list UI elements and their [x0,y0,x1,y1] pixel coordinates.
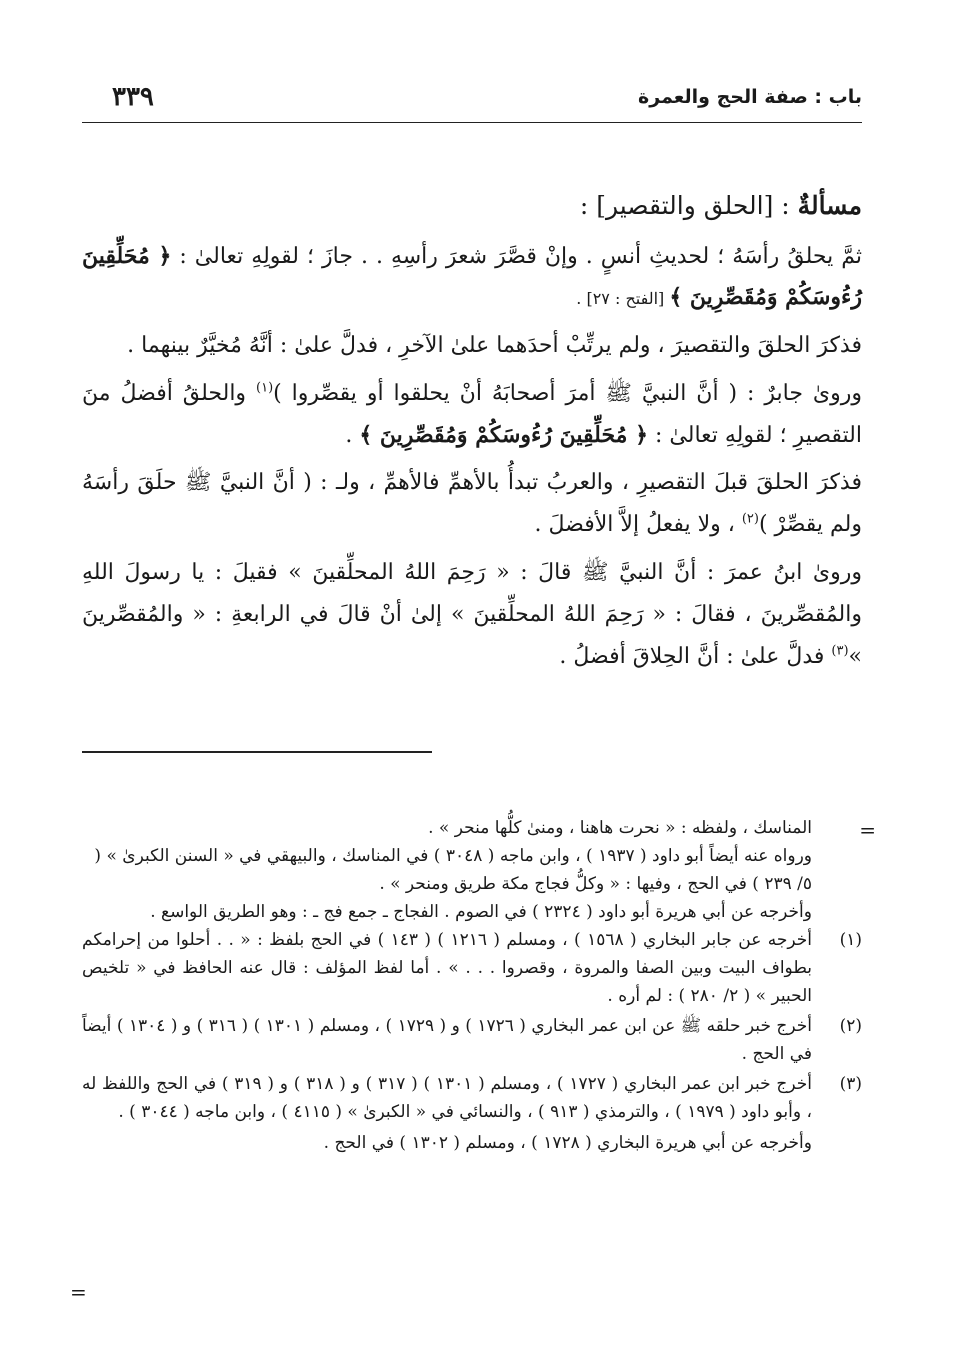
quran-verse: ﴿ مُحَلِّقِينَ رُءُوسَكُمْ وَمُقَصِّرِينَ ﴾ [82,242,862,311]
paragraph-text: ثمَّ يحلقُ رأسَهُ ؛ لحديثِ أنسٍ . وإنْ قصَّرَ شعرَ رأسِهِ . . جازَ ؛ لقولِهِ تعالىٰ : [171,243,862,269]
footnote-text: أخرجه عن جابر البخاري ( ١٥٦٨ ) ، ومسلم ( ١٢١٦ ) ( ١٤٣ ) في الحج بلفظ : « . . أحلوا من إحرامكم بطواف البيت وبين الصفا والمروة ، وقصروا . . . » . أما لفظ المؤلف : قال عنه الحافظ في « تلخيص الحبير » ( ٢/ ٢٨٠ ) : لم أره . [82,930,812,1007]
issue-label: مسألةٌ [797,191,862,220]
footnote-number: (٣) [839,1074,862,1095]
footnote-text: أخرج خبر حلقه ﷺ عن ابن عمر البخاري ( ١٧٢٦ ) و ( ١٧٢٩ ) ، ومسلم ( ١٣٠١ ) ( ٣١٦ ) و ( ١٣٠٤ ) أيضاً في الحج . [82,1016,812,1065]
paragraph [82,236,862,320]
continuation-marker: = [70,1280,87,1304]
main-text [82,182,862,683]
footnote-number: (٢) [839,1016,862,1037]
paragraph [82,325,862,367]
paragraph-text: فذكرَ الحلقَ قبلَ التقصيرِ ، والعربُ تبدأُ بالأهمِّ فالأهمِّ ، ولـ : ( أنَّ النبيَّ ﷺ حلَقَ رأسَهُ ولم يقصِّرْ ) [82,470,862,538]
footnotes [82,814,862,1157]
paragraph-text: ، ولا يفعلُ إلاَّ الأفضلَ . [534,512,742,538]
footnote-text: أخرج خبر ابن عمر البخاري ( ١٧٢٧ ) ، ومسلم ( ١٣٠١ ) ( ٣١٧ ) و ( ٣١٨ ) و ( ٣١٩ ) في الحج واللفظ له ، وأبو داود ( ١٩٧٩ ) ، والترمذي ( ٩١٣ ) ، والنسائي في « الكبرىٰ » ( ٤١١٥ ) ، وابن ماجه ( ٣٠٤٤ ) . [82,1074,812,1123]
continuation-marker: = [859,818,876,842]
footnote-ref: (٢) [741,511,759,527]
footnote-ref: (٣) [831,643,849,659]
page-header [82,82,862,120]
header-divider [82,122,862,123]
page-number: ٣٣٩ [112,82,154,112]
footnote-continuation: وأخرجه عن أبي هريرة أبو داود ( ٢٣٢٤ ) في الصوم . الفجاج ـ جمع فج ـ : وهو الطريق الواسع . [150,902,812,923]
footnote-continuation: ورواه عنه أيضاً أبو داود ( ١٩٣٧ ) ، وابن ماجه ( ٣٠٤٨ ) في المناسك ، والبيهقي في « السنن الكبرىٰ » ( ٥/ ٢٣٩ ) في الحج ، وفيها : « وكلُّ فجاج مكة طريق ومنحر » . [94,846,812,895]
footnote-continuation: المناسك ، ولفظه : « نحرت هاهنا ، ومنىٰ كلُّها منحر » . [428,818,812,838]
paragraph [82,373,862,457]
paragraph-text: . [345,422,360,448]
paragraph-text: وروىٰ جابرٌ : ( أنَّ النبيَّ ﷺ أمرَ أصحابَهُ أنْ يحلقوا أو يقصِّروا ) [273,380,863,406]
paragraph-text: فذكرَ الحلقَ والتقصيرَ ، ولم يرتِّبْ أحدَهما علىٰ الآخرِ ، فدلَّ علىٰ : أنَّهُ مُخيَّرٌ بينهما . [127,333,862,359]
quran-verse: ﴿ مُحَلِّقِينَ رُءُوسَكُمْ وَمُقَصِّرِينَ ﴾ [359,421,649,448]
issue-heading [82,182,862,230]
paragraph-text: فدلَّ علىٰ : أنَّ الحِلاقَ أفضلُ . [559,643,832,669]
footnote-ref: (١) [256,380,274,396]
footnote [82,1070,862,1126]
paragraph-text: وروىٰ ابنُ عمرَ : أنَّ النبيَّ ﷺ قالَ : « رَحِمَ اللهُ المحلِّقينَ » فقيلَ : يا رسولَ اللهِ والمُقصِّرينَ ، فقالَ : « رَحِمَ اللهُ المحلِّقينَ » إلىٰ أنْ قالَ في الرابعةِ : « والمُقصِّرينَ » [82,560,862,669]
chapter-title: باب : صفة الحج والعمرة [638,86,862,108]
footnote [82,1012,862,1068]
issue-topic: : [الحلق والتقصير] : [579,191,798,220]
paragraph-text: والحلقُ أفضلُ منَ التقصيرِ ؛ لقولِهِ تعالىٰ : [82,380,862,448]
footnote [82,926,862,1010]
footnote-number: (١) [839,930,862,951]
paragraph [82,462,862,546]
verse-citation: [الفتح : ٢٧] . [576,289,670,309]
footnote-trailing: وأخرجه عن أبي هريرة البخاري ( ١٧٢٨ ) ، ومسلم ( ١٣٠٢ ) في الحج . [323,1132,812,1153]
paragraph [82,552,862,677]
footnote-divider [82,751,432,753]
